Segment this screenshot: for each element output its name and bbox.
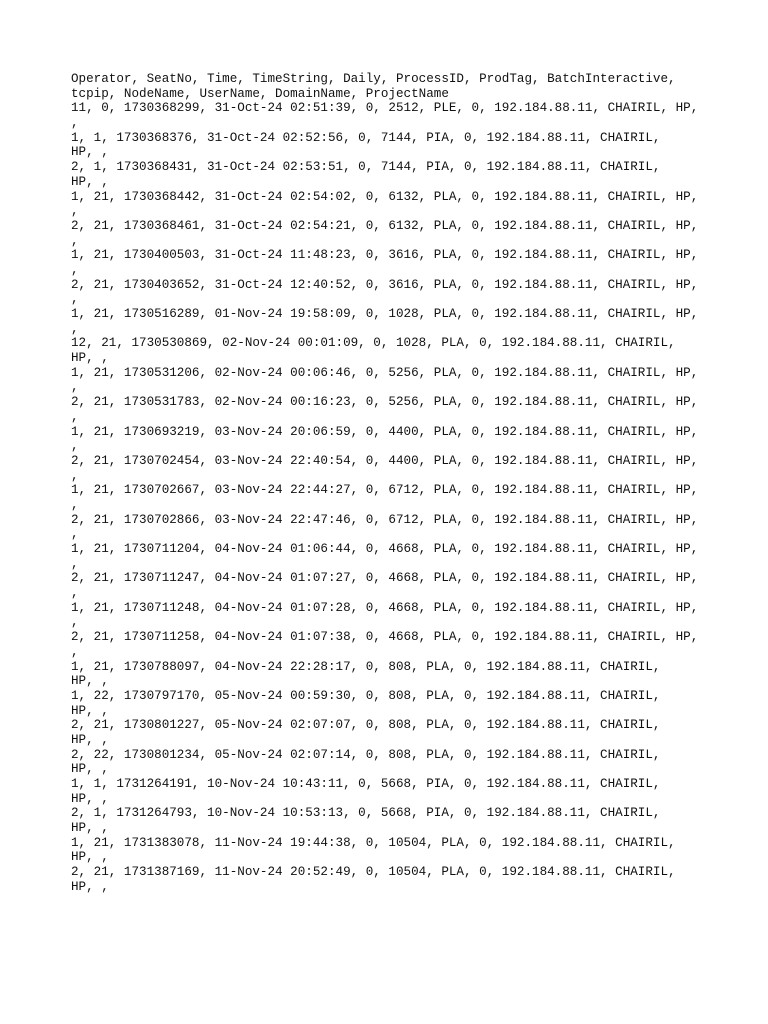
record-line: 1, 21, 1730711248, 04-Nov-24 01:07:28, 0, 4668, PLA, 0, 192.184.88.11, CHAIRIL, HP, xyxy=(71,600,699,615)
record-line: 2, 21, 1730531783, 02-Nov-24 00:16:23, 0, 5256, PLA, 0, 192.184.88.11, CHAIRIL, HP, xyxy=(71,395,699,410)
record-line: 2, 22, 1730801234, 05-Nov-24 02:07:14, 0, 808, PLA, 0, 192.184.88.11, CHAIRIL, xyxy=(71,747,661,762)
record-line: 2, 21, 1730711247, 04-Nov-24 01:07:27, 0, 4668, PLA, 0, 192.184.88.11, CHAIRIL, HP, xyxy=(71,571,699,586)
record-line: 2, 1, 1731264793, 10-Nov-24 10:53:13, 0, 5668, PIA, 0, 192.184.88.11, CHAIRIL, xyxy=(71,806,661,821)
record-line-wrap: HP, , xyxy=(71,145,109,160)
record-line: 1, 21, 1730693219, 03-Nov-24 20:06:59, 0, 4400, PLA, 0, 192.184.88.11, CHAIRIL, HP, xyxy=(71,424,699,439)
record-line-wrap: , xyxy=(71,497,79,512)
record-line-wrap: HP, , xyxy=(71,174,109,189)
record-line-wrap: , xyxy=(71,116,79,131)
record-line: 1, 21, 1730516289, 01-Nov-24 19:58:09, 0, 1028, PLA, 0, 192.184.88.11, CHAIRIL, HP, xyxy=(71,307,699,321)
record-line: 1, 21, 1730400503, 31-Oct-24 11:48:23, 0, 3616, PLA, 0, 192.184.88.11, CHAIRIL, HP, xyxy=(71,248,699,263)
record-line-wrap: HP, , xyxy=(71,791,109,806)
record-line: 2, 21, 1730368461, 31-Oct-24 02:54:21, 0, 6132, PLA, 0, 192.184.88.11, CHAIRIL, HP, xyxy=(71,218,699,233)
record-line-wrap: , xyxy=(71,321,79,336)
header-line: Operator, SeatNo, Time, TimeString, Daily, ProcessID, ProdTag, BatchInteractive, xyxy=(71,72,676,86)
record-line-wrap: HP, , xyxy=(71,762,109,777)
record-line: 2, 21, 1730403652, 31-Oct-24 12:40:52, 0, 3616, PLA, 0, 192.184.88.11, CHAIRIL, HP, xyxy=(71,277,699,292)
record-line-wrap: , xyxy=(71,262,79,277)
record-line-wrap: HP, , xyxy=(71,703,109,718)
record-line-wrap: , xyxy=(71,292,79,307)
record-line: 1, 21, 1730531206, 02-Nov-24 00:06:46, 0, 5256, PLA, 0, 192.184.88.11, CHAIRIL, HP, xyxy=(71,365,699,380)
record-line: 1, 21, 1730702667, 03-Nov-24 22:44:27, 0, 6712, PLA, 0, 192.184.88.11, CHAIRIL, HP, xyxy=(71,483,699,498)
record-line-wrap: HP, , xyxy=(71,821,109,836)
record-line: 1, 1, 1730368376, 31-Oct-24 02:52:56, 0, 7144, PIA, 0, 192.184.88.11, CHAIRIL, xyxy=(71,130,661,145)
record-line: 1, 21, 1731383078, 11-Nov-24 19:44:38, 0, 10504, PLA, 0, 192.184.88.11, CHAIRIL, xyxy=(71,835,676,850)
record-line: 2, 21, 1731387169, 11-Nov-24 20:52:49, 0, 10504, PLA, 0, 192.184.88.11, CHAIRIL, xyxy=(71,865,676,880)
record-line: 2, 21, 1730702866, 03-Nov-24 22:47:46, 0, 6712, PLA, 0, 192.184.88.11, CHAIRIL, HP, xyxy=(71,512,699,527)
record-line-wrap: , xyxy=(71,439,79,454)
record-line-wrap: , xyxy=(71,233,79,248)
record-line: 1, 22, 1730797170, 05-Nov-24 00:59:30, 0, 808, PLA, 0, 192.184.88.11, CHAIRIL, xyxy=(71,688,661,703)
record-line-wrap: HP, , xyxy=(71,732,109,747)
record-line-wrap: HP, , xyxy=(71,351,109,366)
record-line-wrap: , xyxy=(71,556,79,571)
record-line-wrap: , xyxy=(71,204,79,219)
header-line: tcpip, NodeName, UserName, DomainName, ProjectName xyxy=(71,86,449,101)
record-line-wrap: HP, , xyxy=(71,879,109,894)
record-line: 1, 21, 1730368442, 31-Oct-24 02:54:02, 0, 6132, PLA, 0, 192.184.88.11, CHAIRIL, HP, xyxy=(71,189,699,204)
record-line: 12, 21, 1730530869, 02-Nov-24 00:01:09, 0, 1028, PLA, 0, 192.184.88.11, CHAIRIL, xyxy=(71,336,676,351)
record-line-wrap: HP, , xyxy=(71,850,109,865)
record-line: 2, 21, 1730711258, 04-Nov-24 01:07:38, 0, 4668, PLA, 0, 192.184.88.11, CHAIRIL, HP, xyxy=(71,630,699,645)
record-line: 11, 0, 1730368299, 31-Oct-24 02:51:39, 0, 2512, PLE, 0, 192.184.88.11, CHAIRIL, HP, xyxy=(71,101,699,116)
record-line-wrap: , xyxy=(71,409,79,424)
record-line: 1, 21, 1730788097, 04-Nov-24 22:28:17, 0, 808, PLA, 0, 192.184.88.11, CHAIRIL, xyxy=(71,659,661,674)
record-line-wrap: , xyxy=(71,380,79,395)
record-line-wrap: , xyxy=(71,586,79,601)
record-line-wrap: , xyxy=(71,644,79,659)
record-line: 1, 21, 1730711204, 04-Nov-24 01:06:44, 0, 4668, PLA, 0, 192.184.88.11, CHAIRIL, HP, xyxy=(71,542,699,556)
record-line: 2, 21, 1730801227, 05-Nov-24 02:07:07, 0, 808, PLA, 0, 192.184.88.11, CHAIRIL, xyxy=(71,718,661,733)
record-line-wrap: , xyxy=(71,615,79,630)
record-line: 1, 1, 1731264191, 10-Nov-24 10:43:11, 0, 5668, PIA, 0, 192.184.88.11, CHAIRIL, xyxy=(71,777,661,791)
record-line-wrap: , xyxy=(71,468,79,483)
record-line-wrap: HP, , xyxy=(71,674,109,689)
record-line: 2, 1, 1730368431, 31-Oct-24 02:53:51, 0, 7144, PIA, 0, 192.184.88.11, CHAIRIL, xyxy=(71,160,661,175)
csv-log-text xyxy=(71,72,711,895)
record-list xyxy=(71,101,711,894)
record-line: 2, 21, 1730702454, 03-Nov-24 22:40:54, 0, 4400, PLA, 0, 192.184.88.11, CHAIRIL, HP, xyxy=(71,453,699,468)
record-line-wrap: , xyxy=(71,527,79,542)
